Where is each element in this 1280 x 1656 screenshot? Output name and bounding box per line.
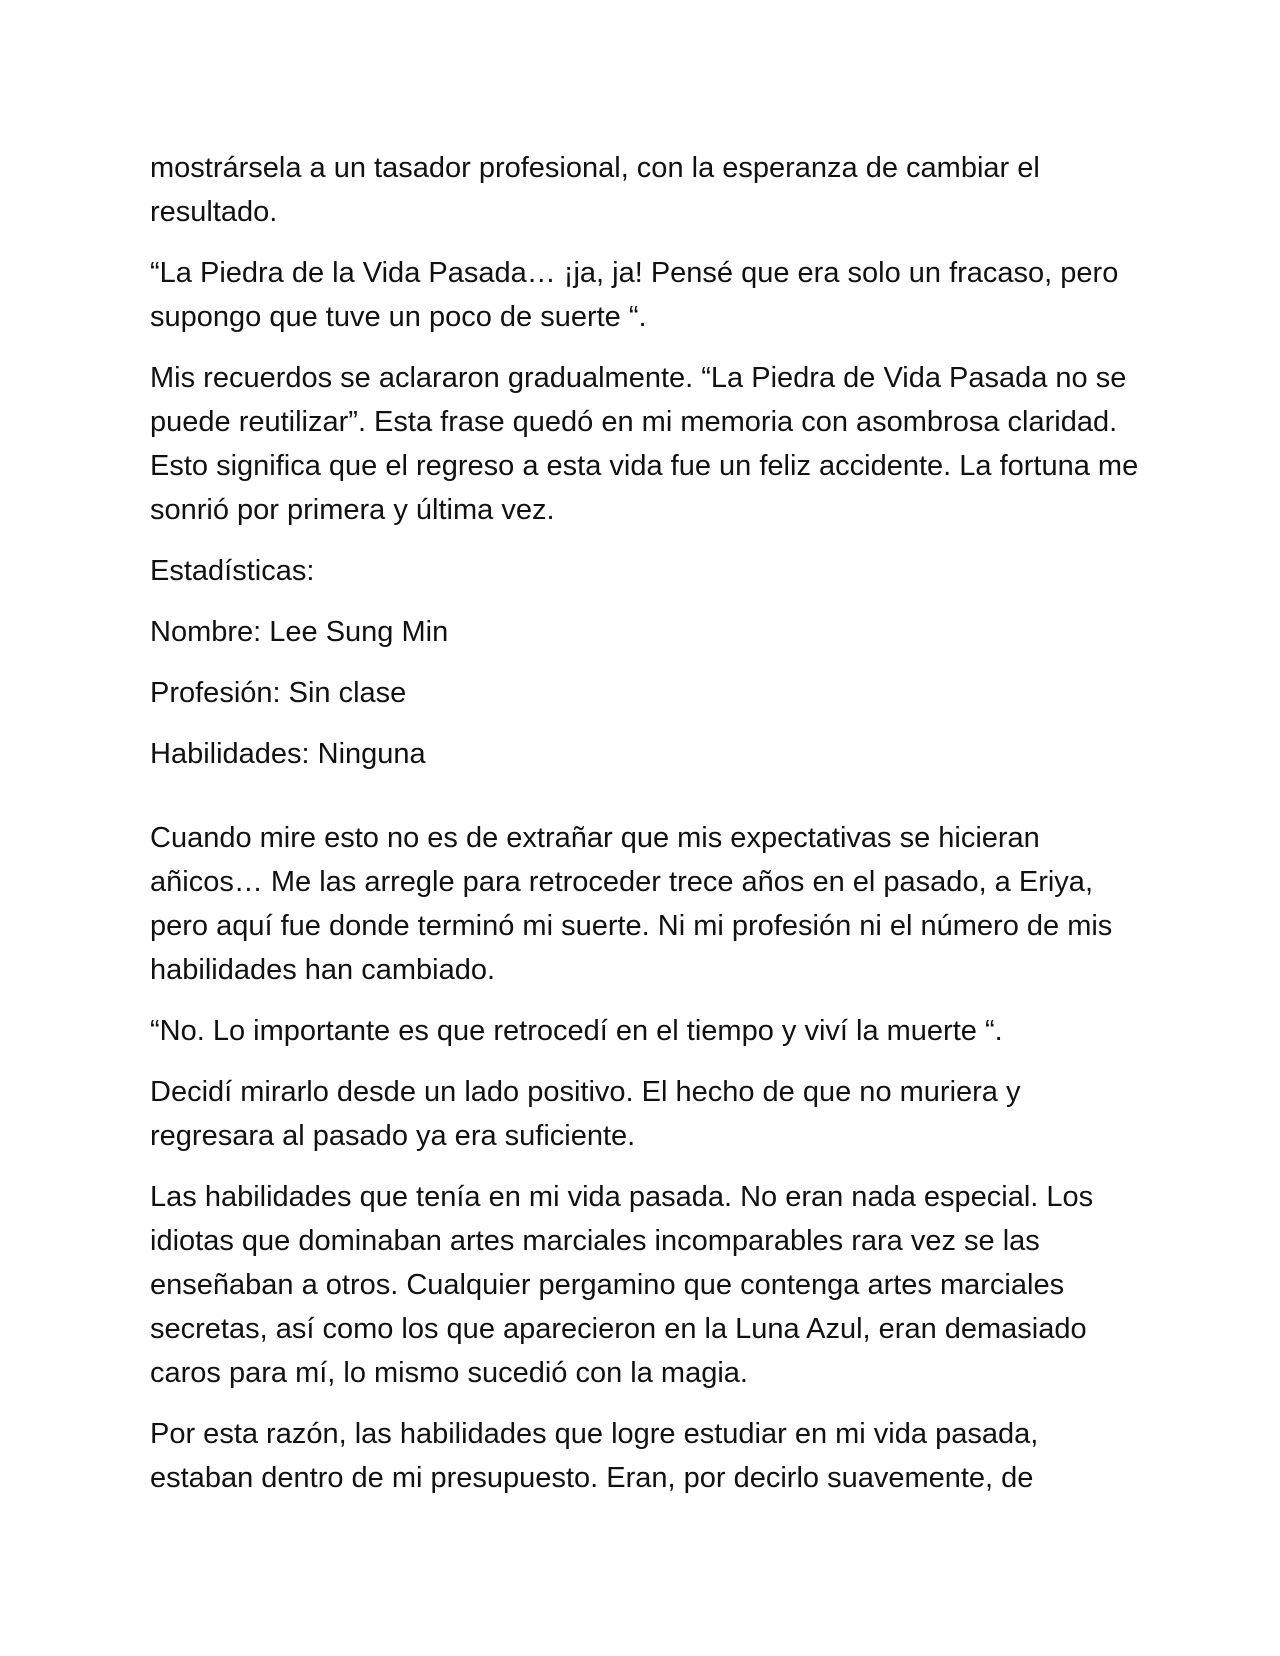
paragraph-5: “No. Lo importante es que retrocedí en el tiempo y viví la muerte “. [150, 1015, 1003, 1047]
document-body [150, 146, 1140, 1517]
stats-heading: Estadísticas: [150, 555, 315, 587]
paragraph-1: mostrársela a un tasador profesional, con la esperanza de cambiar el resultado. [150, 152, 1040, 228]
stats-skills: Habilidades: Ninguna [150, 738, 426, 770]
paragraph-4: Cuando mire esto no es de extrañar que mis expectativas se hicieran añicos… Me las arregle para retroceder trece años en el pasado, a Eriya, pero aquí fue donde terminó mi suerte. Ni mi profesión ni el número de mis habilidades han cambiado. [150, 822, 1113, 986]
paragraph-2: “La Piedra de la Vida Pasada… ¡ja, ja! Pensé que era solo un fracaso, pero supongo que tuve un poco de suerte “. [150, 257, 1119, 333]
paragraph-6: Decidí mirarlo desde un lado positivo. El hecho de que no muriera y regresara al pasado ya era suficiente. [150, 1076, 1021, 1152]
stats-profession: Profesión: Sin clase [150, 677, 407, 709]
paragraph-7: Las habilidades que tenía en mi vida pasada. No eran nada especial. Los idiotas que dominaban artes marciales incomparables rara vez se las enseñaban a otros. Cualquier pergamino que contenga artes marciales secretas, así como los que aparecieron en la Luna Azul, eran demasiado caros para mí, lo mismo sucedió con la magia. [150, 1181, 1094, 1389]
stats-name: Nombre: Lee Sung Min [150, 616, 449, 648]
paragraph-8: Por esta razón, las habilidades que logre estudiar en mi vida pasada, estaban dentro de mi presupuesto. Eran, por decirlo suavemente, de [150, 1418, 1039, 1494]
paragraph-3: Mis recuerdos se aclararon gradualmente. “La Piedra de Vida Pasada no se puede reutilizar”. Esta frase quedó en mi memoria con asombrosa claridad. Esto significa que el regreso a esta vida fue un feliz accidente. La fortuna me sonrió por primera y última vez. [150, 362, 1139, 526]
